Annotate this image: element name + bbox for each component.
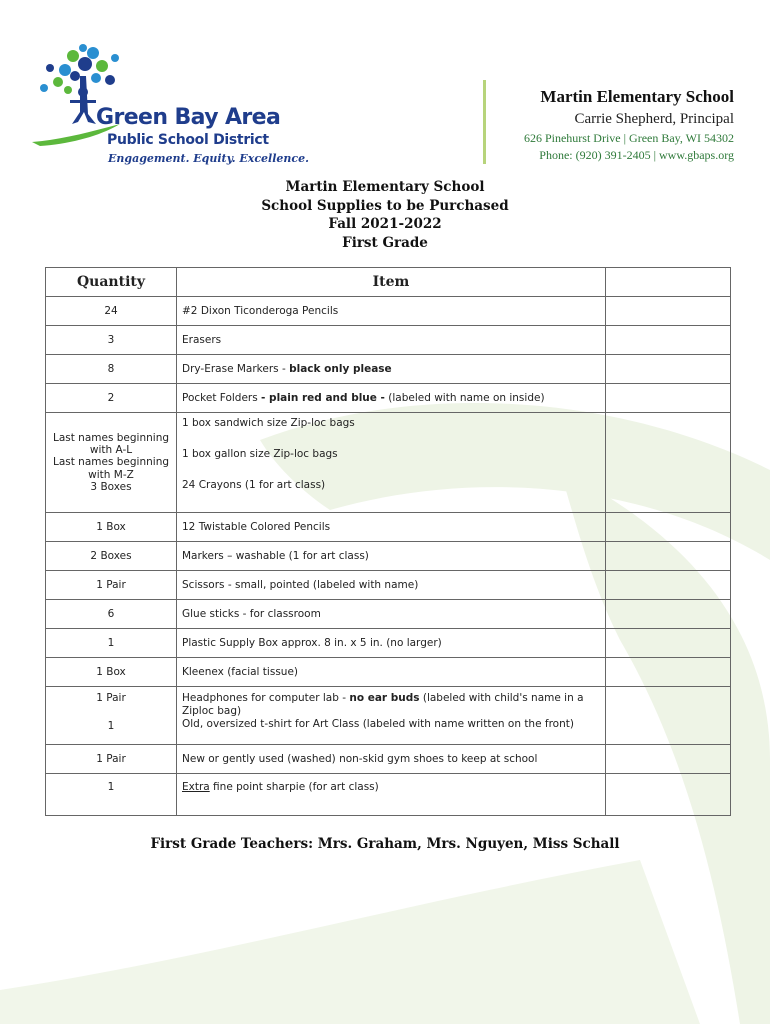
qty-cell: 8	[46, 355, 177, 384]
blank-cell	[606, 658, 731, 687]
item-cell: Scissors - small, pointed (labeled with name)	[177, 571, 606, 600]
table-row	[46, 297, 731, 326]
blank-cell	[606, 326, 731, 355]
item-cell: 12 Twistable Colored Pencils	[177, 513, 606, 542]
qty-line: with M-Z	[88, 468, 134, 481]
item-text: Pocket Folders	[182, 392, 262, 404]
blank-cell	[606, 600, 731, 629]
item-cell	[177, 355, 606, 384]
qty-cell: 1 Box	[46, 513, 177, 542]
header-divider	[483, 80, 486, 164]
item-text-after: (labeled with name on inside)	[384, 392, 545, 404]
qty-cell: 1 Pair	[46, 571, 177, 600]
blank-cell	[606, 413, 731, 513]
item-cell: #2 Dixon Ticonderoga Pencils	[177, 297, 606, 326]
item-text-after: (labeled with child's name in a Ziploc bag)	[182, 692, 584, 717]
table-row	[46, 513, 731, 542]
table-row	[46, 384, 731, 413]
qty-line: with A-L	[89, 444, 133, 457]
blank-cell	[606, 355, 731, 384]
table-header-row	[46, 268, 731, 297]
district-logo	[30, 44, 309, 169]
table-row	[46, 326, 731, 355]
qty-cell: 1 Box	[46, 658, 177, 687]
item-cell: Glue sticks - for classroom	[177, 600, 606, 629]
table-row	[46, 687, 731, 745]
blank-cell	[606, 297, 731, 326]
item-cell	[177, 413, 606, 513]
supply-table	[45, 267, 731, 816]
item-cell	[177, 774, 606, 816]
blank-cell	[606, 629, 731, 658]
table-row	[46, 774, 731, 816]
qty-cell: 1 Pair	[46, 745, 177, 774]
qty-line: Last names beginning	[52, 456, 170, 469]
title-line2: School Supplies to be Purchased	[261, 197, 509, 214]
school-name: Martin Elementary School	[540, 87, 734, 106]
logo-name-line2: Public School District	[107, 132, 269, 148]
blank-cell	[606, 571, 731, 600]
table-row	[46, 355, 731, 384]
item-line: 1 box sandwich size Zip-loc bags	[182, 417, 355, 429]
item-text: Headphones for computer lab -	[182, 692, 350, 704]
qty-cell: 6	[46, 600, 177, 629]
item-line: 24 Crayons (1 for art class)	[182, 479, 326, 491]
item-cell: Kleenex (facial tissue)	[177, 658, 606, 687]
item-cell	[177, 687, 606, 745]
title-line1: Martin Elementary School	[285, 179, 485, 195]
quantity-header: Quantity	[46, 268, 177, 297]
item-line: Old, oversized t-shirt for Art Class (labeled with name written on the front)	[182, 718, 574, 730]
title-line4: First Grade	[342, 234, 428, 251]
qty-line: 1 Pair	[96, 692, 126, 704]
qty-line: Last names beginning	[52, 431, 170, 444]
item-underlined: Extra	[182, 781, 210, 793]
qty-cell: 3	[46, 326, 177, 355]
qty-cell: 1	[46, 629, 177, 658]
item-emphasis: black only please	[289, 363, 392, 375]
blank-cell	[606, 542, 731, 571]
blank-cell	[606, 513, 731, 542]
item-cell: Erasers	[177, 326, 606, 355]
table-row	[46, 571, 731, 600]
principal-name: Carrie Shepherd, Principal	[574, 111, 734, 127]
item-cell: Plastic Supply Box approx. 8 in. x 5 in. (no larger)	[177, 629, 606, 658]
qty-cell: 24	[46, 297, 177, 326]
teachers-footer: First Grade Teachers: Mrs. Graham, Mrs. Nguyen, Miss Schall	[150, 836, 620, 852]
table-row	[46, 658, 731, 687]
item-emphasis: - plain red and blue -	[261, 392, 385, 404]
item-header: Item	[177, 268, 606, 297]
blank-cell	[606, 774, 731, 816]
table-row	[46, 629, 731, 658]
item-cell: Markers – washable (1 for art class)	[177, 542, 606, 571]
school-info	[524, 86, 734, 164]
qty-line: 1	[107, 720, 115, 732]
qty-line: 3 Boxes	[90, 480, 132, 493]
document-title	[0, 178, 770, 252]
blank-header	[606, 268, 731, 297]
item-text: fine point sharpie (for art class)	[209, 781, 379, 793]
blank-cell	[606, 687, 731, 745]
table-row	[46, 413, 731, 513]
logo-tagline: Engagement. Equity. Excellence.	[108, 152, 309, 165]
blank-cell	[606, 745, 731, 774]
qty-cell	[46, 413, 177, 513]
school-phone: Phone: (920) 391-2405 | www.gbaps.org	[539, 148, 734, 162]
table-row	[46, 542, 731, 571]
qty-cell: 2 Boxes	[46, 542, 177, 571]
item-line	[182, 692, 600, 718]
item-cell	[177, 384, 606, 413]
item-text: Dry-Erase Markers -	[182, 363, 290, 375]
logo-name-line1: Green Bay Area	[96, 105, 281, 130]
item-emphasis: no ear buds	[349, 692, 420, 704]
table-row	[46, 745, 731, 774]
table-row	[46, 600, 731, 629]
item-line: 1 box gallon size Zip-loc bags	[182, 448, 338, 460]
qty-cell	[46, 687, 177, 745]
qty-cell: 1	[46, 774, 177, 816]
qty-cell: 2	[46, 384, 177, 413]
blank-cell	[606, 384, 731, 413]
school-address: 626 Pinehurst Drive | Green Bay, WI 54302	[523, 131, 734, 145]
title-line3: Fall 2021-2022	[328, 216, 442, 232]
item-cell: New or gently used (washed) non-skid gym shoes to keep at school	[177, 745, 606, 774]
